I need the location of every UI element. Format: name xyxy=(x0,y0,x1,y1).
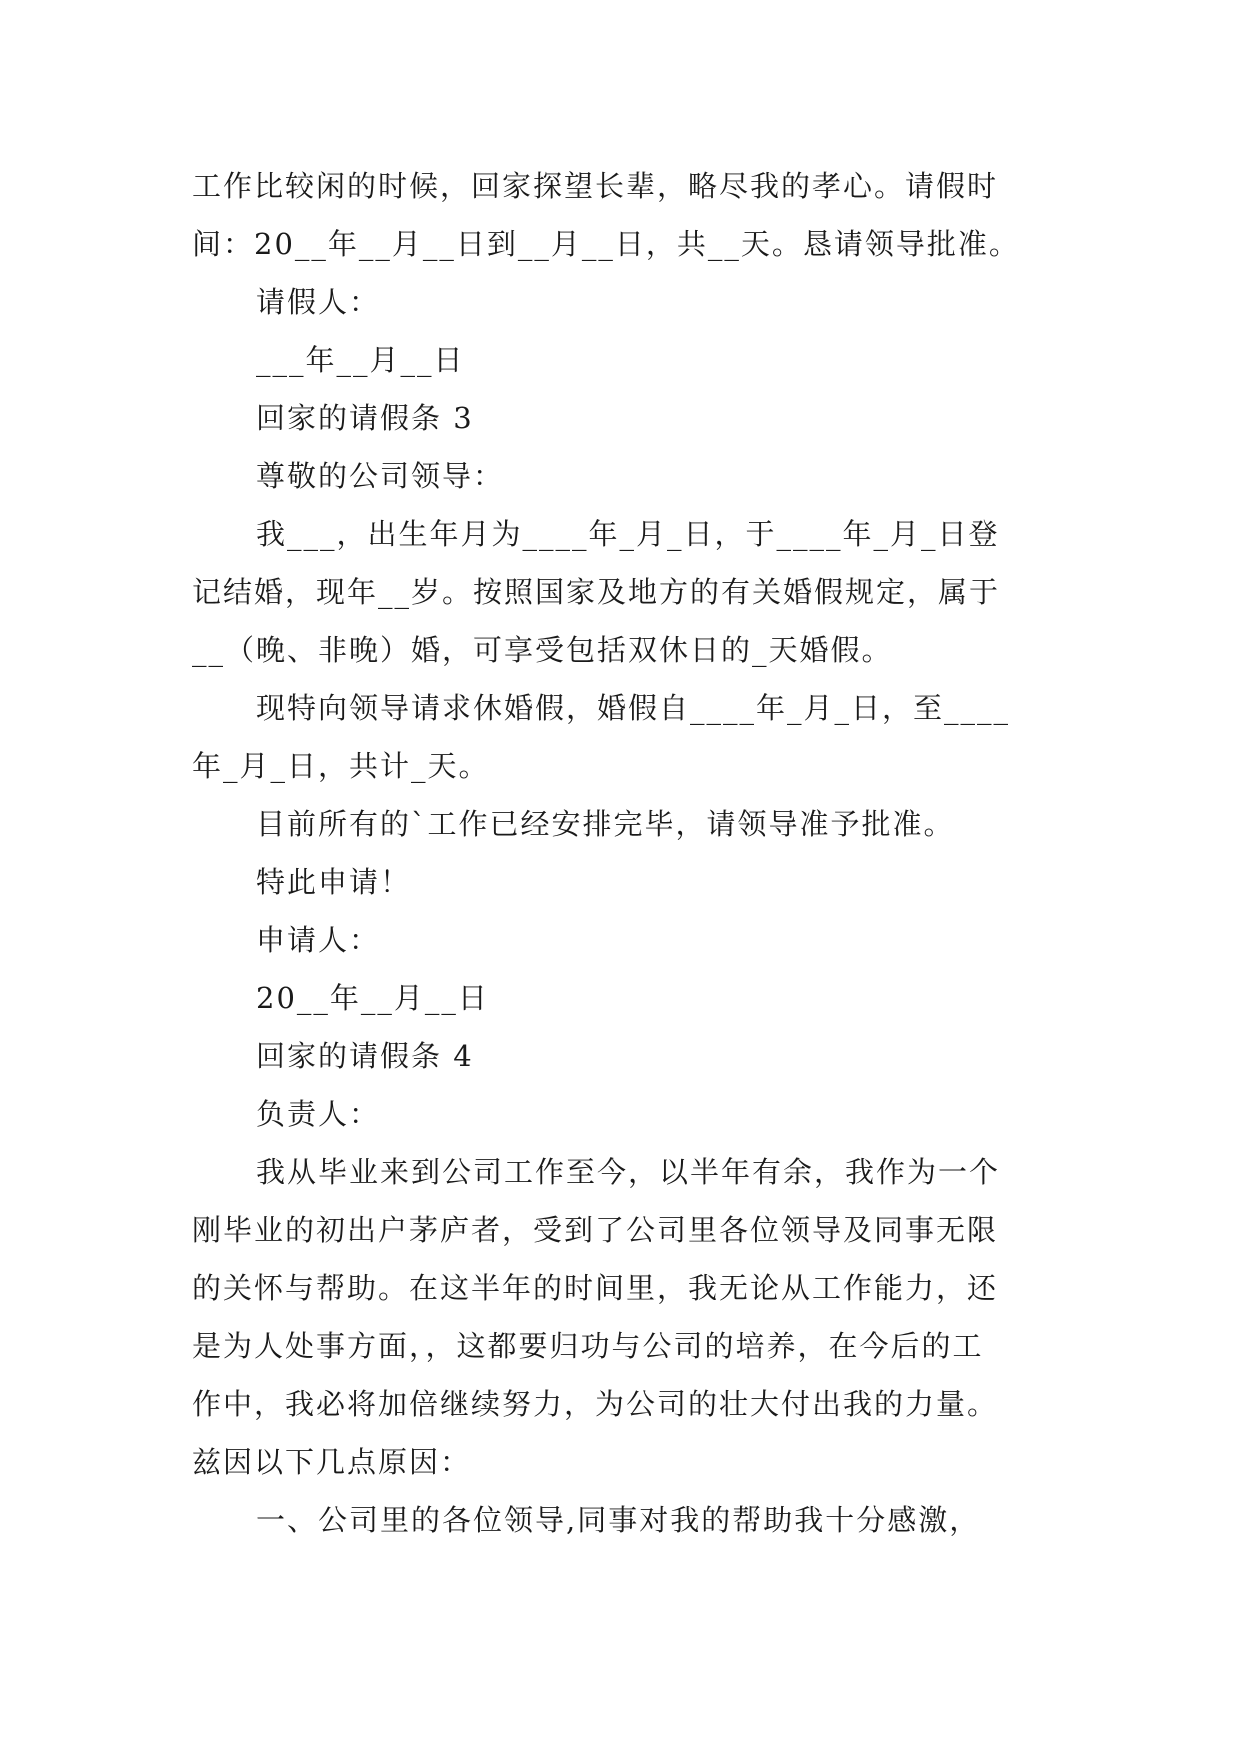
section-heading: 回家的请假条 4 xyxy=(256,1039,474,1073)
closing-line: 特此申请！ xyxy=(256,865,412,899)
text-line: 刚毕业的初出户茅庐者，受到了公司里各位领导及同事无限 xyxy=(192,1213,999,1247)
section-heading: 回家的请假条 3 xyxy=(256,401,474,435)
text-line: 的关怀与帮助。在这半年的时间里，我无论从工作能力，还 xyxy=(192,1271,999,1305)
text-line: 是为人处事方面，，这都要归功与公司的培养，在今后的工 xyxy=(192,1329,984,1363)
salutation: 负责人： xyxy=(256,1097,381,1131)
text-line: 间：20__年__月__日到__月__日，共__天。恳请领导批准。 xyxy=(192,227,1020,261)
text-line: 兹因以下几点原因： xyxy=(192,1445,472,1479)
date-line: ___年__月__日 xyxy=(256,343,465,377)
salutation: 尊敬的公司领导： xyxy=(256,459,505,493)
text-line: 年_月_日，共计_天。 xyxy=(192,749,490,783)
date-line: 20__年__月__日 xyxy=(256,981,489,1015)
text-line: __（晚、非晚）婚，可享受包括双休日的_天婚假。 xyxy=(192,633,893,667)
text-line: 记结婚，现年__岁。按照国家及地方的有关婚假规定，属于 xyxy=(192,575,1001,609)
signature-label: 请假人： xyxy=(256,285,381,319)
text-line: 我从毕业来到公司工作至今，以半年有余，我作为一个 xyxy=(256,1155,1001,1189)
text-line: 现特向领导请求休婚假，婚假自____年_月_日，至____ xyxy=(256,691,1011,725)
text-line: 目前所有的`工作已经安排完毕，请领导准予批准。 xyxy=(256,807,955,841)
text-line: 作中，我必将加倍继续努力，为公司的壮大付出我的力量。 xyxy=(192,1387,999,1421)
text-line: 一、公司里的各位领导,同事对我的帮助我十分感激， xyxy=(256,1503,981,1537)
signature-label: 申请人： xyxy=(256,923,381,957)
text-line: 工作比较闲的时候，回家探望长辈，略尽我的孝心。请假时 xyxy=(192,169,999,203)
text-line: 我___，出生年月为____年_月_日，于____年_月_日登 xyxy=(256,517,1000,551)
